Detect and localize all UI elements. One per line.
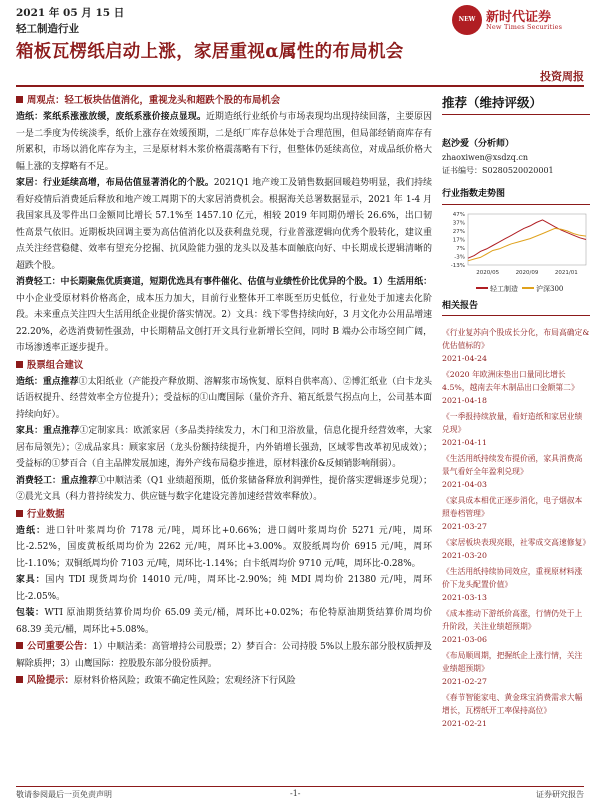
footer-divider (16, 786, 584, 787)
related-report-date: 2021-03-13 (442, 593, 487, 602)
related-report-title: 《家具成本相优正逐步消化，电子烟叔本照卷档管理》 (442, 496, 583, 518)
x-tick-label: 2020/09 (515, 269, 539, 276)
report-type: 投资周报 (540, 70, 584, 83)
paragraph-furniture-picks: 家具：重点推荐①定制家具：欧派家居（多品类持续发力，木门和卫浴放量，信息化提升经营效率，大家居布局领先）；②成品家具：顾家家居（龙头份额持续提升，内外销增长强劲，区域零售改革初见成效）；受益标的①梦百合（自主品牌发展加速，海外产线布局稳步推进，原材料涨价&反倾销影响削弱）。 (16, 426, 433, 469)
paragraph-consumer-picks: 消费轻工：重点推荐①中顺洁柔（Q1 业绩超预期，低价浆储备释放利润弹性，提价落实逻辑逐步兑现）；②晨光文具（科力普持续发力、供应链与数字化建设完善加速经营效率释放）。 (16, 475, 433, 502)
paragraph-risks: 风险提示：原材料价格风险；政策不确定性风险；宏观经济下行风险 (16, 672, 432, 690)
related-report-title: 《春节智能家电、黄金珠宝消费需求大幅增长，瓦楞纸开工率保持高位》 (442, 693, 583, 715)
industry-name: 轻工制造行业 (16, 23, 79, 35)
footer-label: 证券研究报告 (536, 790, 584, 799)
legend-label: 沪深300 (536, 285, 564, 293)
related-report-item[interactable] (442, 649, 590, 688)
logo-name-cn: 新时代证券 (486, 10, 552, 25)
related-report-date: 2021-04-03 (442, 480, 487, 489)
analyst-name: 赵沙爱（分析师） (442, 138, 515, 149)
legend-swatch (522, 287, 534, 289)
logo-name-en: New Times Securities (486, 23, 563, 31)
related-report-item[interactable] (442, 691, 590, 730)
square-bullet-icon (16, 676, 23, 683)
disclaimer-link[interactable]: 敬请参阅最后一页免责声明 (16, 790, 112, 799)
header-divider (16, 85, 584, 87)
related-report-date: 2021-02-27 (442, 677, 487, 686)
related-reports-list (442, 326, 590, 730)
square-bullet-icon (16, 96, 23, 103)
related-report-title: 《行业复苏向个股成长分化，布局高确定&优估值标的》 (442, 328, 590, 350)
x-tick-label: 2020/05 (476, 269, 500, 276)
square-bullet-icon (16, 642, 23, 649)
related-report-date: 2021-04-11 (442, 438, 487, 447)
y-tick-label: -13% (450, 262, 465, 269)
company-logo (452, 5, 592, 53)
related-report-title: 《成本推动下游纸价高涨，行情仍处于上升阶段，关注业绩超预期》 (442, 609, 583, 631)
related-report-title: 《一季报持续放量，看好造纸和家居业绩兑现》 (442, 412, 583, 434)
section-heading: 周观点：轻工板块估值消化，重视龙头和超跌个股的布局机会 (16, 92, 432, 109)
related-report-item[interactable] (442, 410, 590, 449)
related-report-item[interactable] (442, 326, 590, 365)
y-tick-label: 27% (452, 228, 465, 235)
x-tick-label: 2021/01 (554, 269, 578, 276)
related-report-title: 《2020 年欧洲床垫出口量同比增长 4.5%，越南去年木制品出口金额第二》 (442, 370, 579, 392)
legend-label: 轻工制造 (490, 285, 518, 293)
rating: 推荐（维持评级） (442, 96, 590, 115)
index-trend-chart (442, 211, 590, 293)
related-report-date: 2021-03-06 (442, 635, 487, 644)
index-chart-svg (442, 211, 590, 277)
chart-legend (442, 282, 590, 297)
analyst-cert: 证书编号：S0280520020001 (442, 166, 554, 175)
related-report-title: 《布局顺周期，把握纸企上涨行情，关注业绩超预期》 (442, 651, 583, 673)
section-heading: 行业数据 (16, 506, 432, 523)
paragraph-furniture: 家居：行业延续高增，布局估值显著消化的个股。2021Q1 地产竣工及销售数据回暖趋势明显，我们持续看好疫情后消费延后释放和地产竣工周期下的大家居消费机会。根据海关总署数据显示，2021 年 1-4 月我国家具及零件出口金额同比增长 57.1%至 1457.10 亿元，相较 2019 年同期仍增长 26.6%，出口韧性高景气依旧。近期板块回调主要为高估值消化以及获利盘兑现，行业普涨逻辑向优秀个股转化，建议重点关注经营稳健、效率有望充分挖掘、抗风险能力强的龙头以及基本面触底向好、中长期成长逻辑清晰的超跌个股。 (16, 178, 432, 271)
report-title: 箱板瓦楞纸启动上涨，家居重视α属性的布局机会 (16, 42, 404, 62)
side-column (442, 92, 590, 733)
logo-mark-icon: NEW TIMES (452, 5, 482, 35)
y-tick-label: 17% (452, 237, 465, 243)
chart-title: 行业指数走势图 (442, 187, 590, 205)
y-tick-label: 47% (452, 211, 465, 218)
related-report-item[interactable] (442, 565, 590, 604)
paragraph-paper-picks: 造纸：重点推荐①太阳纸业（产能投产释放期、溶解浆市场恢复、原料自供率高）、②博汇纸业（白卡龙头话语权提升、经营效率全方位提升）；受益标的①山鹰国际（量价齐升、箱瓦纸景气拐点向上，公司基本面持续向好）。 (16, 376, 432, 420)
related-report-title: 《生活用纸持续发布提价函，家具消费高景气看好全年盈利兑现》 (442, 454, 583, 476)
related-report-item[interactable] (442, 607, 590, 646)
paragraph-announcements: 公司重要公告：1）中顺洁柔：高管增持公司股票；2）梦百合：公司持股 5%以上股东部分股权质押及解除质押；3）山鹰国际：控股股东部分股份质押。 (16, 641, 432, 669)
related-report-date: 2021-02-21 (442, 719, 487, 728)
paragraph-paper-data: 造纸：进口针叶浆周均价 7178 元/吨，周环比+0.66%；进口阔叶浆周均价 5271 元/吨，周环比-2.52%，国废黄板纸周均价为 2262 元/吨，周环比+3.00%。双胶纸周均价 6915 元/吨，周环比-1.10%；双铜纸周均价 7103 元/吨，周环比-1.14%；白卡纸周均价 9710 元/吨，周环比-0.28%。 (16, 525, 432, 569)
analyst-email[interactable]: zhaoxiwen@xsdzq.cn (442, 153, 529, 162)
related-report-item[interactable] (442, 452, 590, 491)
related-report-item[interactable] (442, 536, 590, 562)
related-report-date: 2021-03-27 (442, 522, 487, 531)
y-tick-label: 7% (456, 245, 465, 252)
square-bullet-icon (16, 361, 23, 368)
section-heading: 股票组合建议 (16, 357, 432, 374)
main-column (16, 92, 432, 690)
related-report-item[interactable] (442, 494, 590, 533)
report-date: 2021 年 05 月 15 日 (16, 7, 125, 19)
page-number: -1- (290, 789, 301, 798)
related-report-date: 2021-04-24 (442, 354, 487, 363)
square-bullet-icon (16, 510, 23, 517)
related-report-date: 2021-03-20 (442, 551, 487, 560)
paragraph-furniture-data: 家具：国内 TDI 现货周均价 14010 元/吨，周环比-2.90%；纯 MDI 周均价 21380 元/吨，周环比-2.05%。 (16, 575, 432, 602)
paragraph-packaging-data: 包装：WTI 原油期货结算价周均价 65.09 美元/桶，周环比+0.02%；布伦特原油期货结算价周均价 68.39 美元/桶，周环比+5.08%。 (16, 608, 432, 635)
related-report-title: 《生活用纸持续协同效应，重视原材料涨价下龙头配置价值》 (442, 567, 583, 589)
legend-swatch (476, 287, 488, 289)
related-report-item[interactable] (442, 368, 590, 407)
related-report-date: 2021-04-18 (442, 396, 487, 405)
paragraph-consumer: 消费轻工：中长期聚焦优质赛道，短期优选具有事件催化、估值与业绩性价比优异的个股。1）生活用纸：中小企业受原材料价格高企，成本压力加大，目前行业整体开工率既至历史低位，行业处于加速去化阶段。未来重点关注四大生活用纸企业提价落实情况。2）文具：线下零售持续向好，3 月文化办公用品增速 22.20%，必选消费韧性强劲，中长期精品文创打开文具行业新增长空间，同时 B 端办公市场空间广阔，市场渗透率正逐步提升。 (16, 277, 432, 353)
y-tick-label: -3% (454, 254, 465, 260)
y-tick-label: 37% (452, 220, 465, 226)
related-report-title: 《家居板块表现亮眼，社零成交高速修复》 (442, 538, 591, 547)
paragraph-paper: 造纸：浆纸系涨涨放缓，废纸系涨价接点显现。近期造纸行业纸价与市场表现均出现持续回落，主要原因一是二季度为传统淡季，纸价上涨存在效缓预期，二是纸厂库存总体处于合理范围，但局部经销商库存有所累积，市场以消化库存为主，三是原材料木浆价格震荡略有下行，但整体仍延续高位，对成品纸价格大幅上涨的支撑略有不足。 (16, 112, 433, 172)
related-reports-title: 相关报告 (442, 299, 590, 317)
